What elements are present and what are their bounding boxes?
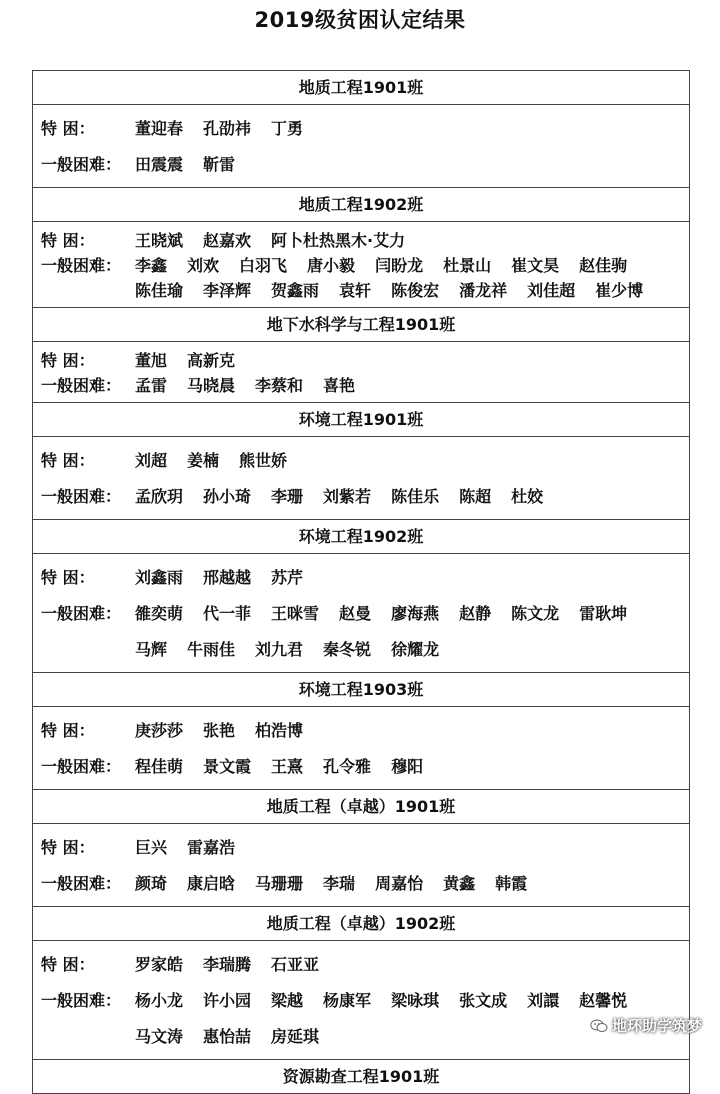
student-name: 陈文龙 xyxy=(511,604,560,623)
general-names xyxy=(135,749,683,785)
special-label: 特 困： xyxy=(41,955,95,974)
special-names xyxy=(135,830,683,866)
student-name: 苏芹 xyxy=(271,568,304,587)
student-name: 熊世娇 xyxy=(239,451,288,470)
student-name: 孔令雅 xyxy=(323,757,372,776)
class-header: 地质工程（卓越）1901班 xyxy=(33,790,689,824)
special-names xyxy=(135,228,683,253)
general-label: 一般困难： xyxy=(41,376,122,395)
student-name: 喜艳 xyxy=(323,376,356,395)
student-name: 杜景山 xyxy=(443,256,492,275)
student-name: 马珊珊 xyxy=(255,874,304,893)
student-name: 潘龙祥 xyxy=(459,281,508,300)
student-name: 罗家皓 xyxy=(135,955,184,974)
student-name: 李瑞 xyxy=(323,874,356,893)
class-body xyxy=(33,437,689,520)
student-name: 陈俊宏 xyxy=(391,281,440,300)
student-name: 康启晗 xyxy=(187,874,236,893)
student-name: 徐耀龙 xyxy=(391,640,440,659)
student-name: 杨小龙 xyxy=(135,991,184,1010)
class-body xyxy=(33,824,689,907)
special-row xyxy=(41,947,683,983)
general-label: 一般困难： xyxy=(41,604,122,623)
special-label: 特 困： xyxy=(41,568,95,587)
student-name: 秦冬锐 xyxy=(323,640,372,659)
student-name: 韩霞 xyxy=(495,874,528,893)
student-name: 李瑞腾 xyxy=(203,955,252,974)
class-header: 环境工程1901班 xyxy=(33,403,689,437)
student-name: 景文霞 xyxy=(203,757,252,776)
class-header: 环境工程1902班 xyxy=(33,520,689,554)
student-name: 刘鑫雨 xyxy=(135,568,184,587)
class-header: 地质工程1901班 xyxy=(33,71,689,105)
class-header: 地质工程1902班 xyxy=(33,188,689,222)
student-name: 闫盼龙 xyxy=(375,256,424,275)
special-row xyxy=(41,713,683,749)
special-row xyxy=(41,560,683,596)
general-label: 一般困难： xyxy=(41,757,122,776)
special-names xyxy=(135,111,683,147)
general-names xyxy=(135,373,683,398)
special-label: 特 困： xyxy=(41,721,95,740)
student-name: 赵静 xyxy=(459,604,492,623)
class-body xyxy=(33,222,689,308)
student-name: 唐小毅 xyxy=(307,256,356,275)
special-label: 特 困： xyxy=(41,838,95,857)
student-name: 房延琪 xyxy=(271,1027,320,1046)
student-name: 崔文昊 xyxy=(511,256,560,275)
student-name: 梁越 xyxy=(271,991,304,1010)
student-name: 雒奕萌 xyxy=(135,604,184,623)
student-name: 陈超 xyxy=(459,487,492,506)
special-row xyxy=(41,228,683,253)
general-row xyxy=(41,596,683,668)
student-name: 贺鑫雨 xyxy=(271,281,320,300)
student-name: 姜楠 xyxy=(187,451,220,470)
watermark xyxy=(590,1015,702,1036)
special-names xyxy=(135,348,683,373)
special-names xyxy=(135,713,683,749)
general-names xyxy=(135,866,683,902)
general-names xyxy=(135,479,683,515)
general-row xyxy=(41,373,683,398)
general-label: 一般困难： xyxy=(41,874,122,893)
student-name: 马文涛 xyxy=(135,1027,184,1046)
class-body xyxy=(33,342,689,403)
student-name: 赵嘉欢 xyxy=(203,231,252,250)
class-body xyxy=(33,554,689,673)
student-name: 刘紫若 xyxy=(323,487,372,506)
student-name: 陈佳乐 xyxy=(391,487,440,506)
student-name: 邢越越 xyxy=(203,568,252,587)
class-body xyxy=(33,105,689,188)
student-name: 王熹 xyxy=(271,757,304,776)
student-name: 崔少博 xyxy=(595,281,644,300)
general-label: 一般困难： xyxy=(41,487,122,506)
student-name: 孙小琦 xyxy=(203,487,252,506)
class-header: 资源勘查工程1901班 xyxy=(33,1060,689,1094)
student-name: 董迎春 xyxy=(135,119,184,138)
student-name: 赵馨悦 xyxy=(579,991,628,1010)
student-name: 马辉 xyxy=(135,640,168,659)
class-header: 地下水科学与工程1901班 xyxy=(33,308,689,342)
student-name: 李珊 xyxy=(271,487,304,506)
student-name: 惠怡喆 xyxy=(203,1027,252,1046)
student-name: 阿卜杜热黑木·艾力 xyxy=(271,231,406,250)
student-name: 雷耿坤 xyxy=(579,604,628,623)
student-name: 陈佳瑜 xyxy=(135,281,184,300)
student-name: 程佳萌 xyxy=(135,757,184,776)
student-name: 刘超 xyxy=(135,451,168,470)
student-name: 靳雷 xyxy=(203,155,236,174)
student-name: 刘佳超 xyxy=(527,281,576,300)
student-name: 赵佳驹 xyxy=(579,256,628,275)
student-name: 李蔡和 xyxy=(255,376,304,395)
special-names xyxy=(135,560,683,596)
general-names xyxy=(135,147,683,183)
watermark-text: 地环助学筑梦 xyxy=(611,1017,702,1035)
student-name: 张艳 xyxy=(203,721,236,740)
general-names xyxy=(41,253,683,303)
special-names xyxy=(135,443,683,479)
student-name: 李泽辉 xyxy=(203,281,252,300)
student-name: 刘九君 xyxy=(255,640,304,659)
student-name: 马晓晨 xyxy=(187,376,236,395)
student-name: 巨兴 xyxy=(135,838,168,857)
special-row xyxy=(41,830,683,866)
special-row xyxy=(41,111,683,147)
special-row xyxy=(41,443,683,479)
general-row xyxy=(41,866,683,902)
student-name: 张文成 xyxy=(459,991,508,1010)
student-name: 颜琦 xyxy=(135,874,168,893)
student-name: 王咪雪 xyxy=(271,604,320,623)
student-name: 石亚亚 xyxy=(271,955,320,974)
class-header: 地质工程（卓越）1902班 xyxy=(33,907,689,941)
special-label: 特 困： xyxy=(41,119,95,138)
class-body xyxy=(33,707,689,790)
student-name: 袁轩 xyxy=(339,281,372,300)
student-name: 黄鑫 xyxy=(443,874,476,893)
student-name: 丁勇 xyxy=(271,119,304,138)
student-name: 田震震 xyxy=(135,155,184,174)
special-label: 特 困： xyxy=(41,231,95,250)
student-name: 刘譞 xyxy=(527,991,560,1010)
wechat-icon xyxy=(590,1019,608,1033)
student-name: 王晓斌 xyxy=(135,231,184,250)
result-table xyxy=(32,70,690,1094)
class-header: 环境工程1903班 xyxy=(33,673,689,707)
page-title: 2019级贫困认定结果 xyxy=(254,8,466,32)
special-names xyxy=(135,947,683,983)
student-name: 李鑫 xyxy=(135,256,168,275)
general-row xyxy=(41,749,683,785)
general-row xyxy=(41,983,683,1055)
student-name: 孔劭祎 xyxy=(203,119,252,138)
student-name: 杜姣 xyxy=(511,487,544,506)
student-name: 周嘉怡 xyxy=(375,874,424,893)
student-name: 梁咏琪 xyxy=(391,991,440,1010)
general-row xyxy=(41,253,683,303)
student-name: 代一菲 xyxy=(203,604,252,623)
student-name: 白羽飞 xyxy=(239,256,288,275)
special-label: 特 困： xyxy=(41,351,95,370)
general-row xyxy=(41,479,683,515)
student-name: 董旭 xyxy=(135,351,168,370)
student-name: 孟雷 xyxy=(135,376,168,395)
student-name: 牛雨佳 xyxy=(187,640,236,659)
special-row xyxy=(41,348,683,373)
general-label: 一般困难： xyxy=(41,155,122,174)
general-label: 一般困难： xyxy=(41,256,122,275)
student-name: 赵曼 xyxy=(339,604,372,623)
student-name: 柏浩博 xyxy=(255,721,304,740)
student-name: 穆阳 xyxy=(391,757,424,776)
class-body xyxy=(33,941,689,1060)
student-name: 刘欢 xyxy=(187,256,220,275)
general-row xyxy=(41,147,683,183)
student-name: 孟欣玥 xyxy=(135,487,184,506)
student-name: 许小园 xyxy=(203,991,252,1010)
student-name: 廖海燕 xyxy=(391,604,440,623)
special-label: 特 困： xyxy=(41,451,95,470)
student-name: 庚莎莎 xyxy=(135,721,184,740)
general-names xyxy=(135,596,683,668)
student-name: 雷嘉浩 xyxy=(187,838,236,857)
general-label: 一般困难： xyxy=(41,991,122,1010)
student-name: 杨康军 xyxy=(323,991,372,1010)
student-name: 高新克 xyxy=(187,351,236,370)
